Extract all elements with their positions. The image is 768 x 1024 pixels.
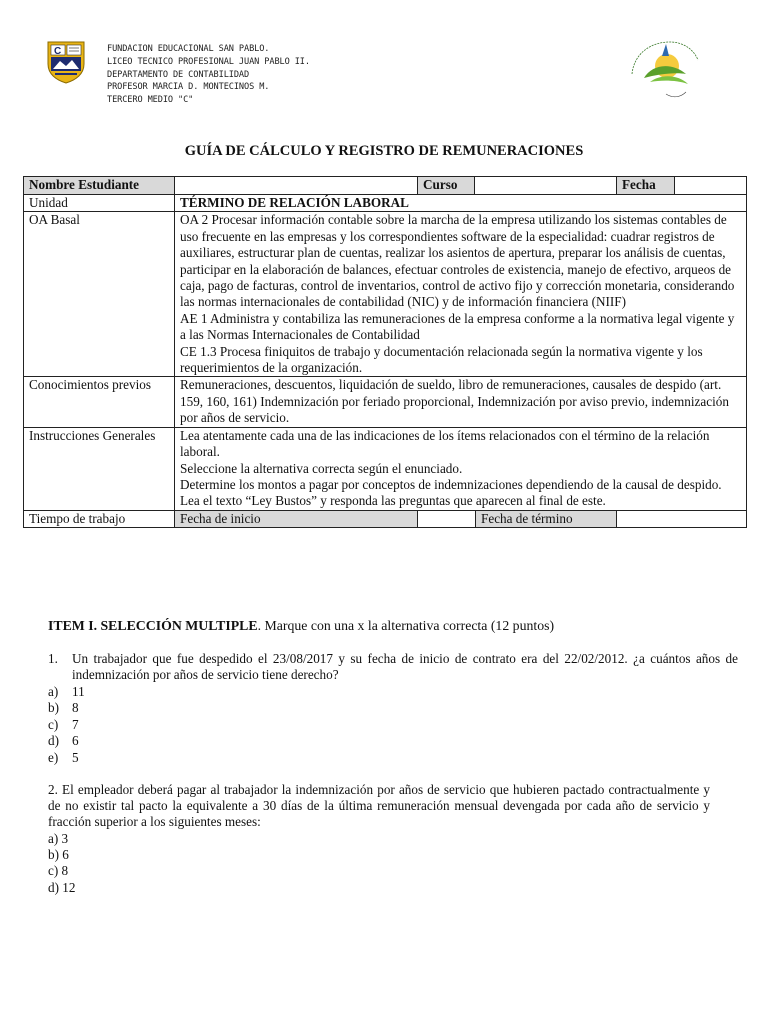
answer-option[interactable] [48,684,85,700]
school-header-line: LICEO TECNICO PROFESIONAL JUAN PABLO II. [107,56,310,67]
school-shield-logo [46,40,86,84]
question-1-options [48,684,85,766]
date-label: Fecha [617,177,675,195]
instruction-line: Seleccione la alternativa correcta según el enunciado. [180,460,463,476]
school-header-line: PROFESOR MARCIA D. MONTECINOS M. [107,82,270,93]
oa-paragraph: OA 2 Procesar información contable sobre la marcha de la empresa utilizando los sistemas contables de uso frecuente en las empresas y los correspondientes software de la especialidad: cuadrar registros de auxiliares, estructurar plan de cuentas, realizar los asientos de apertura, preparar los análisis de cuentas, participar en la elaboración de balances, efectuar controles de existencia, manejo de efectivo, arqueos de caja, pago de facturas, control de inventarios, control de activo fijo y corrección monetaria, considerando las normas internacionales de contabilidad (NIC) y de información financiera (NIIF) [180,212,735,310]
end-date-field[interactable] [617,510,747,527]
option-letter: b) [48,700,59,716]
school-header-line: TERCERO MEDIO "C" [107,95,194,106]
course-field[interactable] [475,177,617,195]
instructions-label: Instrucciones Generales [24,427,175,510]
instruction-line: Lea el texto “Ley Bustos” y responda las preguntas que aparecen al final de este. [180,493,606,509]
page-title: GUÍA DE CÁLCULO Y REGISTRO DE REMUNERACIONES [184,143,584,159]
answer-option[interactable] [48,700,85,716]
item-heading-title: ITEM I. SELECCIÓN MULTIPLE [48,618,258,633]
answer-option[interactable] [48,733,85,749]
option-text: 6 [72,733,79,749]
answer-option[interactable]: d) 12 [48,879,76,895]
start-date-label: Fecha de inicio [175,510,418,527]
table-row [24,510,747,527]
oa-paragraph: CE 1.3 Procesa finiquitos de trabajo y documentación relacionada según la normativa vigente y los requerimientos de la organización. [180,343,703,376]
date-field[interactable] [675,177,747,195]
option-text: 7 [72,716,79,732]
answer-option[interactable] [48,717,85,733]
table-row [24,377,747,427]
course-label: Curso [418,177,475,195]
question-text: Un trabajador que fue despedido el 23/08/2017 y su fecha de inicio de contrato era del 22/02/2012. ¿a cuántos años de indemnización por años de servicio tiene derecho? [72,651,738,682]
table-row [24,195,747,212]
oa-label: OA Basal [24,212,175,377]
school-header-line: FUNDACION EDUCACIONAL SAN PABLO. [107,44,270,54]
unit-label: Unidad [24,195,175,212]
table-row [24,427,747,510]
option-letter: e) [48,749,59,765]
previous-knowledge-value: Remuneraciones, descuentos, liquidación de sueldo, libro de remuneraciones, causales de despido (art. 159, 160, 161) Indemnización por feriado proporcional, Indemnización por aviso previo, indemnización por años de servicio. [175,377,747,427]
answer-option[interactable] [48,750,85,766]
previous-knowledge-label: Conocimientos previos [24,377,175,427]
option-text: 8 [72,700,79,716]
instruction-line: Determine los montos a pagar por conceptos de indemnizaciones dependiendo de la causal de despido. [180,476,722,492]
logo-letter: C [54,46,62,57]
student-name-label: Nombre Estudiante [24,177,175,195]
oa-value [175,212,747,377]
option-letter: c) [48,716,59,732]
question-number: 1. [48,651,58,666]
answer-option[interactable]: b) 6 [48,847,69,863]
answer-option[interactable]: c) 8 [48,863,69,879]
instruction-line: Lea atentamente cada una de las indicaciones de los ítems relacionados con el término de la relación laboral. [180,427,710,460]
school-header-line: DEPARTAMENTO DE CONTABILIDAD [107,69,250,80]
question-2-options [48,831,75,896]
question-2-text: 2. El empleador deberá pagar al trabajador la indemnización por años de servicio que hubieren pactado contractualmente y de no existir tal pacto la equivalente a 30 días de la última remuneración mensual devengada por cada año de servicio y fracción superior a los siguientes meses: [48,782,710,830]
start-date-field[interactable] [418,510,617,527]
start-date-input[interactable] [418,511,476,527]
table-row [24,177,747,195]
item-heading-instruction: . Marque con una x la alternativa correcta (12 puntos) [257,618,555,633]
item-heading [48,618,554,634]
option-text: 5 [72,749,79,765]
option-text: 11 [72,684,85,699]
school-header [107,43,310,107]
foundation-logo [622,34,704,104]
student-name-field[interactable] [175,177,418,195]
option-letter: d) [48,733,59,749]
work-time-label: Tiempo de trabajo [24,510,175,527]
oa-paragraph: AE 1 Administra y contabiliza las remuneraciones de la empresa conforme a la normativa legal vigente y a las Normas Internacionales de Contabilidad [180,310,735,343]
unit-value: TÉRMINO DE RELACIÓN LABORAL [175,195,747,212]
question-1 [48,651,738,683]
table-row [24,212,747,377]
end-date-label: Fecha de término [476,511,616,527]
answer-option[interactable]: a) 3 [48,831,69,846]
guide-info-table [23,176,747,528]
instructions-value [175,427,747,510]
option-letter: a) [48,684,59,699]
